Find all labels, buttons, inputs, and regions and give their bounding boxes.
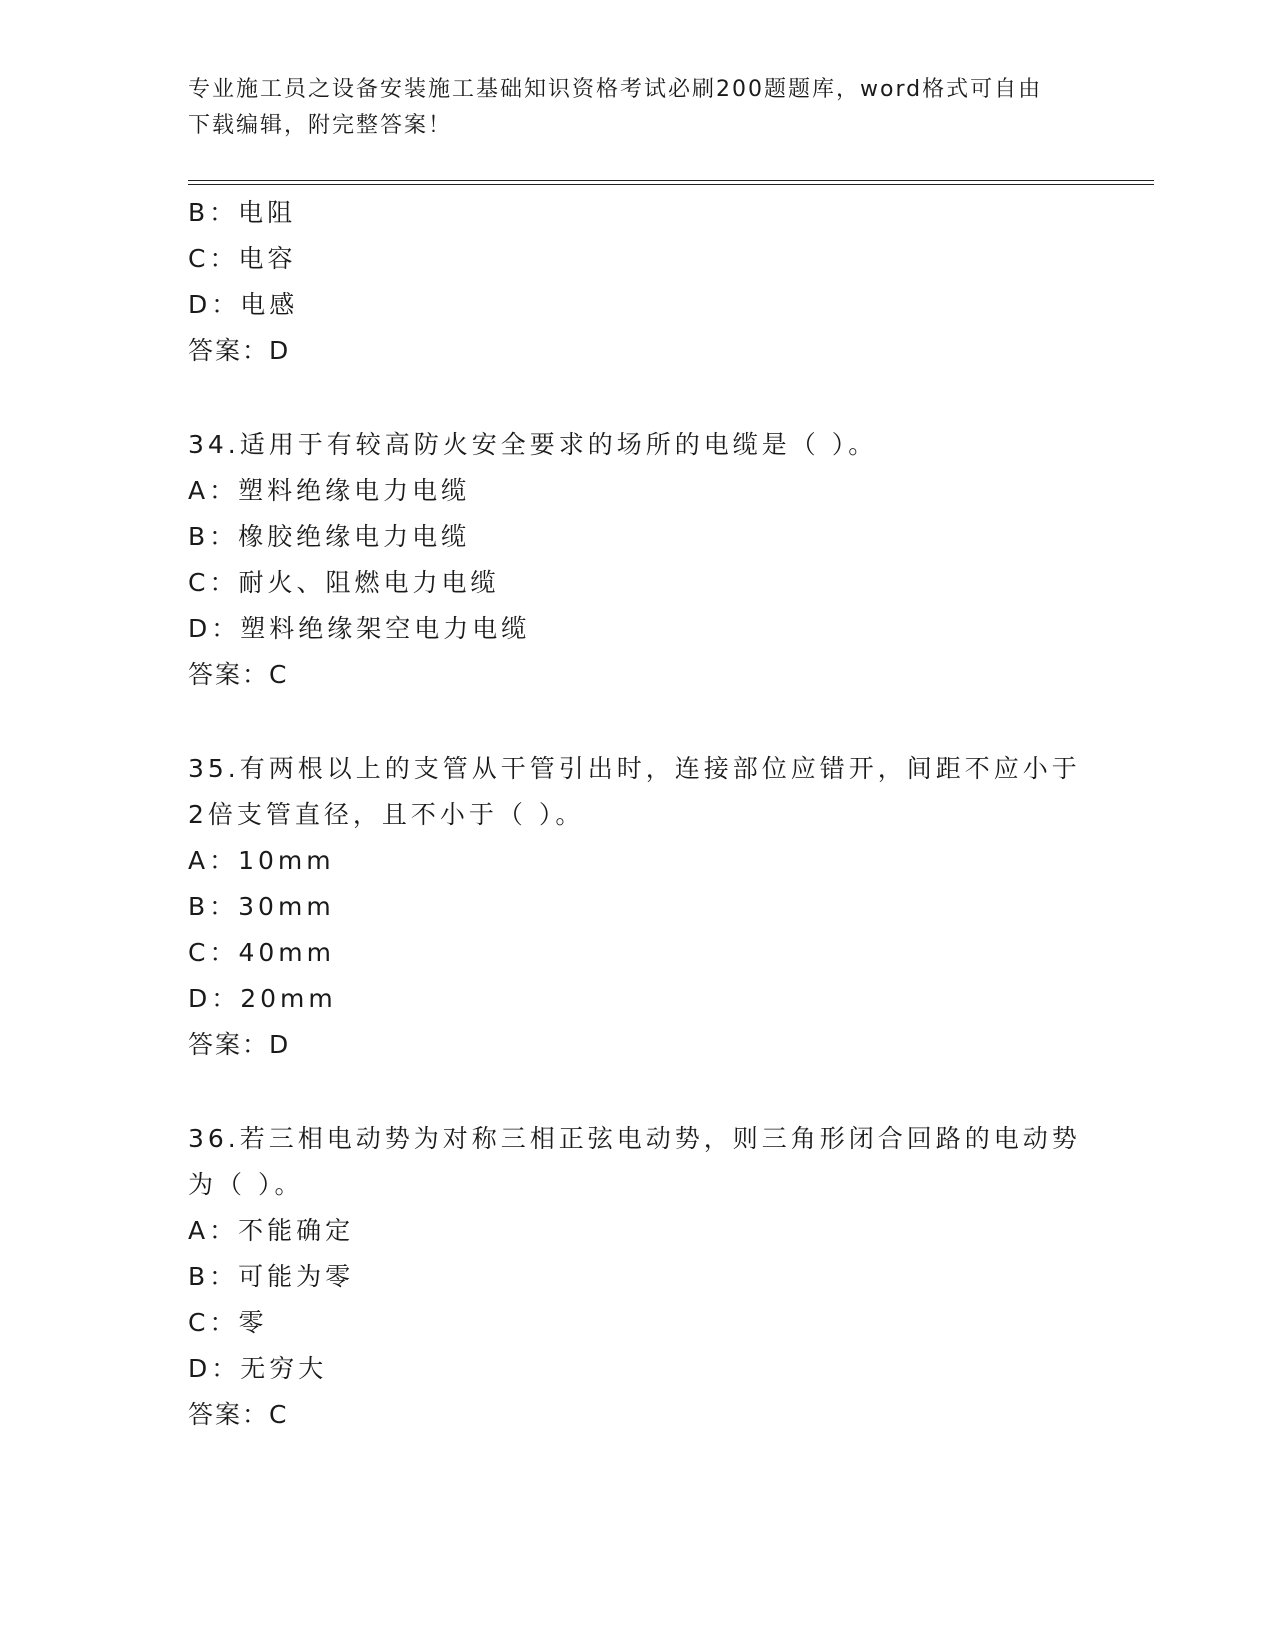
option-a: A：塑料绝缘电力电缆: [188, 476, 471, 505]
option-d: D：电感: [188, 290, 299, 319]
question-stem-continued: 为（ ）。: [188, 1170, 304, 1199]
answer-line: 答案：C: [188, 1400, 289, 1429]
question-stem: 35.有两根以上的支管从干管引出时，连接部位应错开，间距不应小于: [188, 754, 1081, 783]
answer-line: 答案：C: [188, 660, 289, 689]
header-title-line-2: 下载编辑，附完整答案！: [188, 113, 453, 138]
question-stem: 36.若三相电动势为对称三相正弦电动势，则三角形闭合回路的电动势: [188, 1124, 1081, 1153]
option-c: C：电容: [188, 244, 297, 273]
question-stem: 34.适用于有较高防火安全要求的场所的电缆是（ ）。: [188, 430, 878, 459]
option-b: B：电阻: [188, 198, 297, 227]
option-d: D：塑料绝缘架空电力电缆: [188, 614, 531, 643]
header-divider-top: [188, 180, 1154, 181]
question-block-33: [188, 190, 1088, 374]
option-b: B：30mm: [188, 892, 335, 921]
header-divider-bottom: [188, 184, 1154, 185]
option-a: A：10mm: [188, 846, 335, 875]
option-d: D：20mm: [188, 984, 337, 1013]
question-stem-continued: 2倍支管直径，且不小于（ ）。: [188, 800, 585, 829]
option-b: B：可能为零: [188, 1262, 355, 1291]
header-title-line-1: 专业施工员之设备安装施工基础知识资格考试必刷200题题库，word格式可自由: [188, 77, 1043, 102]
question-block-35: [188, 746, 1088, 1068]
option-b: B：橡胶绝缘电力电缆: [188, 522, 471, 551]
option-a: A：不能确定: [188, 1216, 355, 1245]
document-header: [188, 72, 1088, 144]
question-list: [188, 190, 1088, 1438]
option-c: C：耐火、阻燃电力电缆: [188, 568, 500, 597]
option-c: C：40mm: [188, 938, 335, 967]
question-block-36: [188, 1116, 1088, 1438]
option-c: C：零: [188, 1308, 268, 1337]
question-block-34: [188, 422, 1088, 698]
answer-line: 答案：D: [188, 336, 291, 365]
answer-line: 答案：D: [188, 1030, 291, 1059]
option-d: D：无穷大: [188, 1354, 328, 1383]
